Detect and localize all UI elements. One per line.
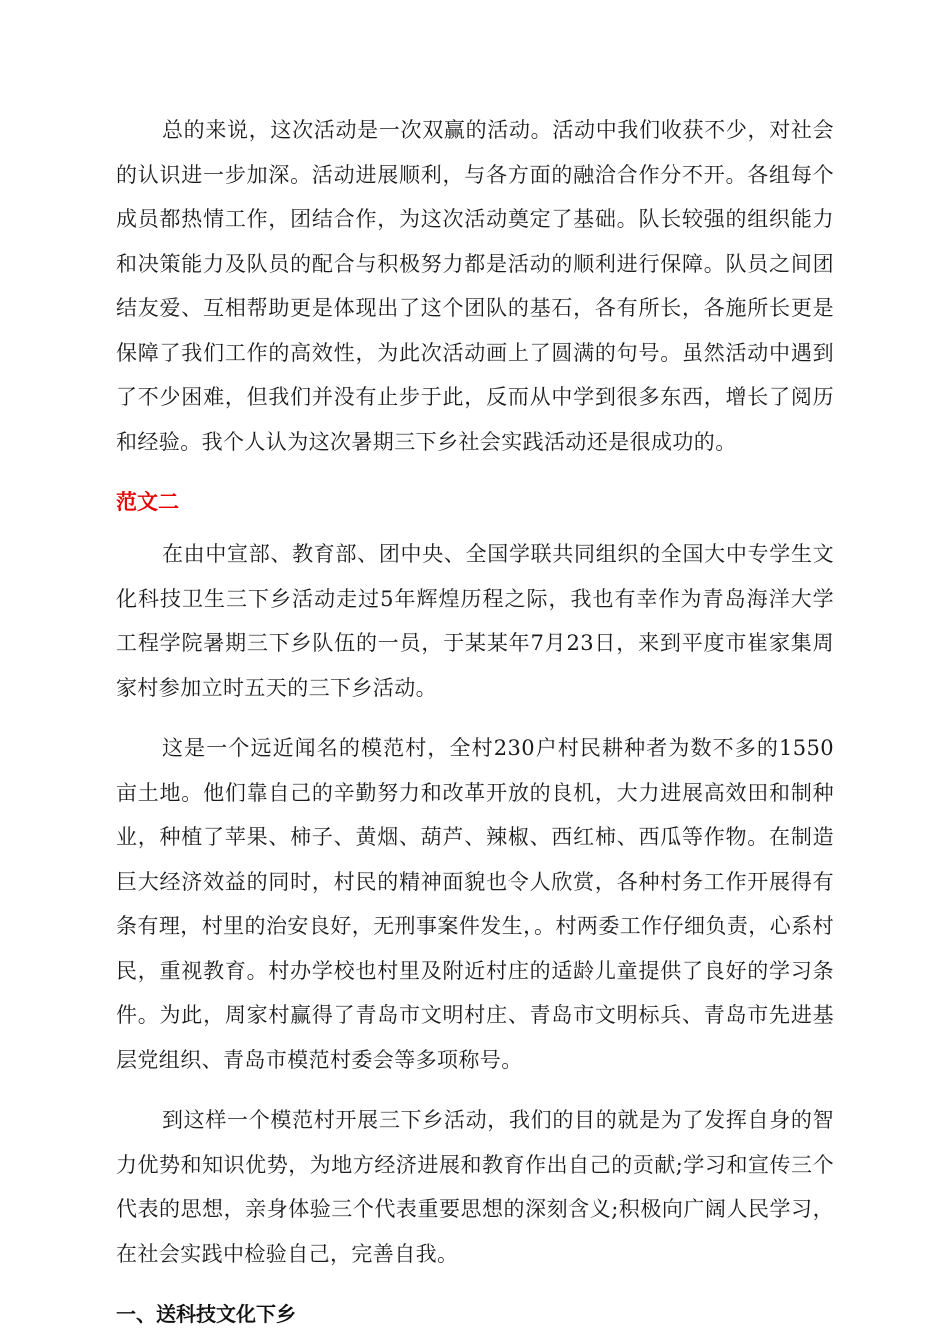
paragraph-intro: 在由中宣部、教育部、团中央、全国学联共同组织的全国大中专学生文化科技卫生三下乡活动走过5年辉煌历程之际，我也有幸作为青岛海洋大学工程学院暑期三下乡队伍的一员，于某某年7月23日，来到平度市崔家集周家村参加立时五天的三下乡活动。: [116, 542, 834, 700]
paragraph-summary: 总的来说，这次活动是一次双赢的活动。活动中我们收获不少，对社会的认识进一步加深。活动进展顺利，与各方面的融洽合作分不开。各组每个成员都热情工作，团结合作，为这次活动奠定了基础。队长较强的组织能力和决策能力及队员的配合与积极努力都是活动的顺利进行保障。队员之间团结友爱、互相帮助更是体现出了这个团队的基石，各有所长，各施所长更是保障了我们工作的高效性，为此次活动画上了圆满的句号。虽然活动中遇到了不少困难，但我们并没有止步于此，反而从中学到很多东西，增长了阅历和经验。我个人认为这次暑期三下乡社会实践活动还是很成功的。: [116, 118, 834, 454]
subheading: 一、送科技文化下乡: [116, 1302, 296, 1326]
document-page: [116, 108, 834, 1336]
section-title: 范文二: [116, 490, 179, 514]
paragraph-purpose: 到这样一个模范村开展三下乡活动，我们的目的就是为了发挥自身的智力优势和知识优势，为地方经济进展和教育作出自己的贡献;学习和宣传三个代表的思想，亲身体验三个代表重要思想的深刻含义;积极向广阔人民学习，在社会实践中检验自己，完善自我。: [116, 1108, 834, 1266]
paragraph-village: 这是一个远近闻名的模范村，全村230户村民耕种者为数不多的1550亩土地。他们靠自己的辛勤努力和改革开放的良机，大力进展高效田和制种业，种植了苹果、柿子、黄烟、葫芦、辣椒、西红柿、西瓜等作物。在制造巨大经济效益的同时，村民的精神面貌也令人欣赏，各种村务工作开展得有条有理，村里的治安良好，无刑事案件发生，。村两委工作仔细负责，心系村民，重视教育。村办学校也村里及附近村庄的适龄儿童提供了良好的学习条件。为此，周家村赢得了青岛市文明村庄、青岛市文明标兵、青岛市先进基层党组织、青岛市模范村委会等多项称号。: [116, 736, 834, 1072]
